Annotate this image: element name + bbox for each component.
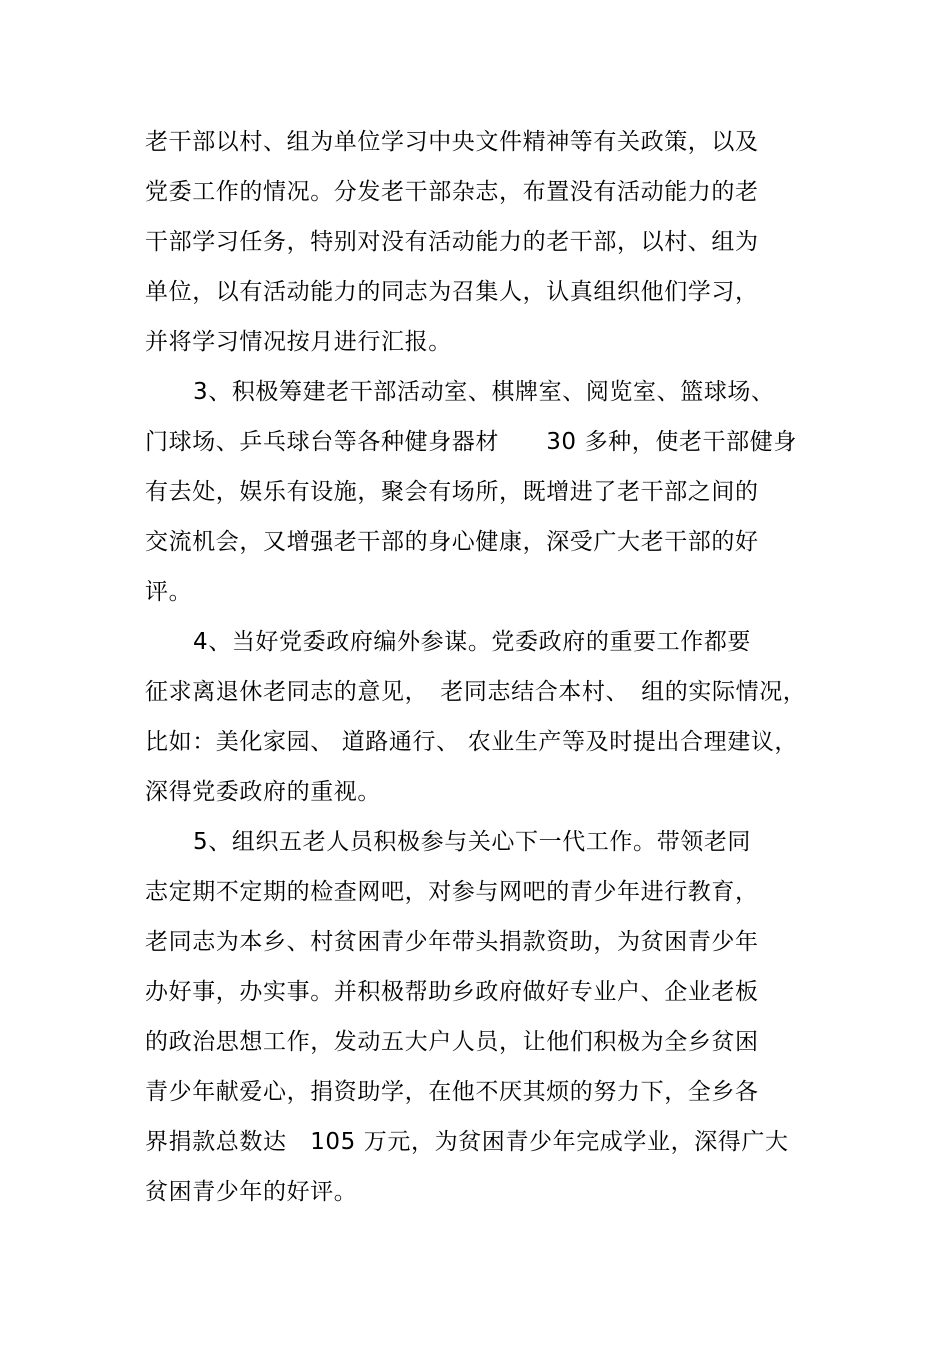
text-line-22: 贫困青少年的好评。 (145, 1179, 358, 1205)
paragraph-3-start: 3、积极筹建老干部活动室、棋牌室、阅览室、篮球场、 (193, 379, 775, 405)
text-line-1: 老干部以村、组为单位学习中央文件精神等有关政策，以及 (145, 129, 759, 155)
text-line-9: 交流机会，又增强老干部的身心健康，深受广大老干部的好 (145, 529, 759, 555)
text-line-21: 界捐款总数达 105 万元，为贫困青少年完成学业，深得广大 (145, 1129, 789, 1155)
text-line-2: 党委工作的情况。分发老干部杂志，布置没有活动能力的老 (145, 179, 759, 205)
text-line-17: 老同志为本乡、村贫困青少年带头捐款资助，为贫困青少年 (145, 929, 759, 955)
text-line-20: 青少年献爱心，捐资助学，在他不厌其烦的努力下，全乡各 (145, 1079, 759, 1105)
paragraph-4-start: 4、当好党委政府编外参谋。党委政府的重要工作都要 (193, 629, 752, 655)
text-line-4: 单位，以有活动能力的同志为召集人，认真组织他们学习， (145, 279, 759, 305)
text-line-14: 深得党委政府的重视。 (145, 779, 381, 805)
text-line-12: 征求离退休老同志的意见， 老同志结合本村、 组的实际情况， (145, 679, 807, 705)
text-line-8: 有去处，娱乐有设施，聚会有场所，既增进了老干部之间的 (145, 479, 759, 505)
text-line-3: 干部学习任务，特别对没有活动能力的老干部，以村、组为 (145, 229, 759, 255)
text-line-7: 门球场、乒乓球台等各种健身器材 30 多种，使老干部健身 (145, 429, 797, 455)
text-line-16: 志定期不定期的检查网吧，对参与网吧的青少年进行教育， (145, 879, 759, 905)
text-line-19: 的政治思想工作，发动五大户人员，让他们积极为全乡贫困 (145, 1029, 759, 1055)
text-line-13: 比如：美化家园、 道路通行、 农业生产等及时提出合理建议， (145, 729, 799, 755)
text-line-10: 评。 (145, 579, 193, 605)
paragraph-5-start: 5、组织五老人员积极参与关心下一代工作。带领老同 (193, 829, 752, 855)
text-line-5: 并将学习情况按月进行汇报。 (145, 329, 452, 355)
text-line-18: 办好事，办实事。并积极帮助乡政府做好专业户、企业老板 (145, 979, 759, 1005)
